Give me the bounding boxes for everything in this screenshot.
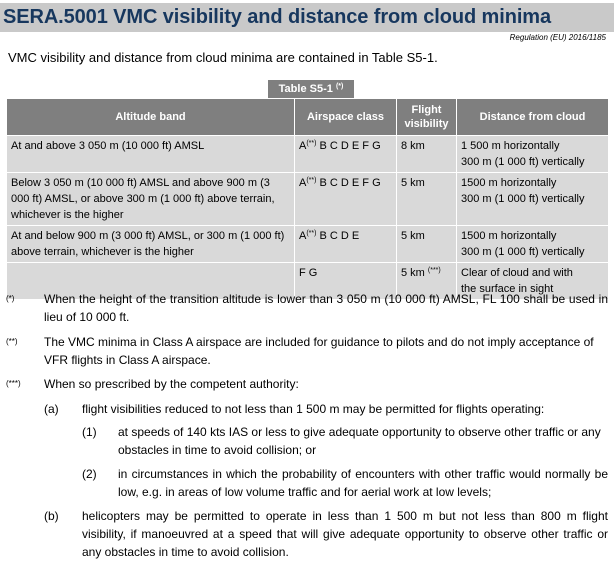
table-row <box>7 226 609 263</box>
table-header-row <box>7 99 609 136</box>
cell-airspace: F G <box>295 263 397 300</box>
intro-text: VMC visibility and distance from cloud minima are contained in Table S5-1. <box>8 50 438 65</box>
cell-distance: 1500 m horizontally 300 m (1 000 ft) vertically <box>457 173 609 226</box>
title-bar <box>0 3 614 32</box>
item-label: (a) <box>44 402 59 416</box>
cell-airspace: A(**) B C D E F G <box>295 136 397 173</box>
cell-distance: 1 500 m horizontally 300 m (1 000 ft) vertically <box>457 136 609 173</box>
footnote-text: When so prescribed by the competent authority: <box>44 377 299 391</box>
minima-table <box>6 98 609 300</box>
footnote-text: When the height of the transition altitude is lower than 3 050 m (10 000 ft) AMSL, FL 100 shall be used in lieu of 10 000 ft. <box>44 292 608 324</box>
regulation-reference: Regulation (EU) 2016/1185 <box>509 33 606 42</box>
table-caption: Table S5-1 (*) <box>268 80 354 98</box>
item-label: (b) <box>44 509 59 523</box>
cell-visibility: 5 km <box>397 226 457 263</box>
footnote-mark: (***) <box>6 379 21 388</box>
vmc-table <box>6 80 608 300</box>
cell-airspace: A(**) B C D E F G <box>295 173 397 226</box>
cell-distance: Clear of cloud and with the surface in sight <box>457 263 609 300</box>
cell-altitude: At and above 3 050 m (10 000 ft) AMSL <box>7 136 295 173</box>
cell-distance: 1500 m horizontally 300 m (1 000 ft) vertically <box>457 226 609 263</box>
item-text: at speeds of 140 kts IAS or less to give adequate opportunity to observe other traffic or any obstacles in time to avoid collision; or <box>118 425 601 457</box>
header-distance: Distance from cloud <box>457 99 609 136</box>
page-title: SERA.5001 VMC visibility and distance from cloud minima <box>3 6 551 28</box>
header-altitude: Altitude band <box>7 99 295 136</box>
header-airspace: Airspace class <box>295 99 397 136</box>
cell-altitude: Below 3 050 m (10 000 ft) AMSL and above 900 m (3 000 ft) AMSL, or above 300 m (1 000 ft) above terrain, whichever is the higher <box>7 173 295 226</box>
item-text: in circumstances in which the probability of encounters with other traffic would normally be low, e.g. in areas of low volume traffic and for aerial work at low levels; <box>118 467 608 499</box>
cell-visibility: 8 km <box>397 136 457 173</box>
cell-airspace: A(**) B C D E <box>295 226 397 263</box>
cell-altitude: At and below 900 m (3 000 ft) AMSL, or 300 m (1 000 ft) above terrain, whichever is the higher <box>7 226 295 263</box>
item-label: (2) <box>82 467 97 481</box>
footnote-mark: (*) <box>6 294 15 303</box>
footnote-text: The VMC minima in Class A airspace are included for guidance to pilots and do not imply acceptance of VFR flights in Class A airspace. <box>44 335 594 367</box>
header-visibility: Flight visibility <box>397 99 457 136</box>
item-text: helicopters may be permitted to operate in less than 1 500 m but not less than 800 m flight visibility, if manoeuvred at a speed that will give adequate opportunity to observe other traffic or any obstacles in time to avoid collision. <box>82 509 608 559</box>
cell-visibility: 5 km (***) <box>397 263 457 300</box>
table-row <box>7 136 609 173</box>
item-text: flight visibilities reduced to not less than 1 500 m may be permitted for flights operating: <box>82 402 545 416</box>
item-label: (1) <box>82 425 97 439</box>
footnote-mark: (**) <box>6 337 18 346</box>
cell-visibility: 5 km <box>397 173 457 226</box>
table-row <box>7 173 609 226</box>
